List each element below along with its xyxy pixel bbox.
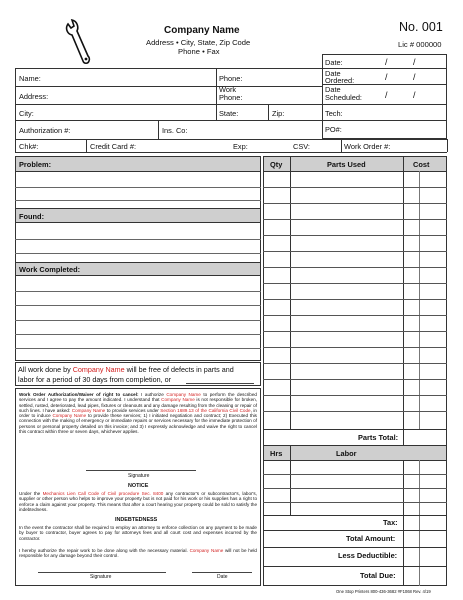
signature-line-1 — [86, 470, 196, 471]
authorization-label: Authorization #: — [19, 126, 71, 135]
name-label: Name: — [19, 74, 41, 83]
indebtedness-title: INDEBTEDNESS — [115, 517, 158, 523]
slash-2a: / — [385, 72, 388, 82]
printer-footer: One Stop Printers 800-436-3682 #F1068 Rev. 4/19 — [336, 589, 431, 594]
date-line — [192, 572, 252, 573]
signature-label-1: Signature — [128, 473, 150, 479]
city-label: City: — [19, 109, 34, 118]
final-auth-pre: I hereby authorize the repair work to be done along with the necessary material. — [19, 548, 190, 553]
date-label-bottom: Date — [217, 574, 228, 580]
problem-header — [16, 157, 260, 171]
authorization-title: Work Order Authorization/Waiver of right to cancel: — [19, 392, 139, 397]
work-phone-label: Work Phone: — [219, 85, 243, 102]
auth-company2: Company Name — [161, 397, 195, 403]
auth-company3: Company Name — [71, 407, 106, 413]
notice-text — [19, 491, 257, 512]
warranty-company: Company Name — [72, 365, 125, 374]
warranty-blank — [186, 383, 254, 384]
auth-code: Section 1689.13 of the California Civil Code — [160, 407, 251, 413]
tech-label: Tech: — [325, 109, 343, 118]
chk-label: Chk#: — [19, 142, 39, 151]
authorization-text — [19, 392, 257, 434]
qty-header: Qty — [270, 160, 283, 169]
slash-1a: / — [385, 57, 388, 67]
total-due-label: Total Due: — [360, 571, 396, 580]
signature-line-2 — [38, 572, 166, 573]
found-header — [16, 208, 260, 222]
total-amount-label: Total Amount: — [346, 534, 396, 543]
state-label: State: — [219, 109, 239, 118]
auth-p6: to provide these services; 1) I initiated negotiation and contract; 2) Executed this connection with the making of emergency or immediate repairs or services necessary for the immediate protection of persons or personal property detailed on this invoice; and 3) I expressly acknowledge and waive the right to cancel this contract within three or seven days, whichever applies. — [19, 413, 257, 435]
notice-title: NOTICE — [128, 483, 149, 489]
parts-total-label: Parts Total: — [358, 433, 399, 442]
final-auth-company: Company Name — [189, 548, 224, 553]
cost-header: Cost — [413, 160, 430, 169]
slash-2b: / — [413, 72, 416, 82]
po-label: PO#: — [325, 125, 342, 134]
auth-p1: I authorize — [138, 392, 167, 397]
license-number: Lic # 000000 — [398, 40, 442, 49]
indebtedness-text: In the event the contractor shall be required to employ an attorney to enforce collection on any payment to be made by buyer to contractor, buyer agrees to pay for attorneys fees and all court cost and expenses incurred by the contractor. — [19, 525, 257, 541]
tax-label: Tax: — [383, 518, 398, 527]
auth-p3: is not responsible for broken, settled, rusted, deteriorated, lead pipes, fixtures or cleanouts and any damage resulting from the cleaning or repair of such lines. I have asked: — [19, 397, 257, 413]
company-logo — [62, 18, 92, 68]
date-ordered-label: Date Ordered: — [325, 69, 355, 85]
address-label: Address: — [19, 92, 49, 101]
final-auth-post: will not be held responsible for any damage beyond their control. — [19, 548, 257, 559]
date-label: Date: — [325, 58, 343, 67]
problem-label: Problem: — [19, 160, 52, 169]
company-name: Company Name — [164, 25, 240, 36]
less-deductible-label: Less Deductible: — [338, 551, 398, 560]
auth-p4: to provide services under — [105, 407, 161, 413]
auth-company1: Company Name — [166, 392, 201, 397]
company-address: Address • City, State, Zip Code — [146, 38, 251, 47]
warranty-line2: labor for a period of 30 days from completion, or — [18, 375, 172, 384]
notice-law: Mechanics Lien Call Code of Civil procedure Sec. 8400 — [42, 491, 164, 496]
parts-used-header: Parts Used — [327, 160, 366, 169]
notice-pre: Under the — [19, 491, 43, 496]
final-authorization-text — [19, 548, 257, 559]
credit-card-label: Credit Card #: — [90, 142, 137, 151]
notice-body: any contractor's or subcontractor's, labor's, supplier or other person who helps to improve your property but is not paid for his work or his supplies has a right to enforce a claim against your property. This means that after a court hearing your property could be sold to satisfy the indebtedness. — [19, 491, 258, 512]
auth-p2: to perform the described services and I agree to pay the amount indicated. I understand that — [19, 392, 257, 403]
csv-label: CSV: — [293, 142, 310, 151]
ins-co-label: Ins. Co: — [162, 126, 188, 135]
slash-3a: / — [385, 90, 388, 100]
found-label: Found: — [19, 212, 45, 221]
slash-1b: / — [413, 57, 416, 67]
work-completed-label: Work Completed: — [19, 265, 81, 274]
work-order-label: Work Order #: — [344, 142, 391, 151]
warranty-post: will be free of defects in parts and — [124, 365, 234, 374]
warranty-line1 — [18, 366, 234, 373]
zip-label: Zip: — [272, 109, 285, 118]
warranty-pre: All work done by — [18, 365, 73, 374]
exp-label: Exp: — [233, 142, 248, 151]
form-number: No. 001 — [399, 20, 443, 34]
wrench-icon — [62, 18, 92, 68]
slash-3b: / — [413, 90, 416, 100]
signature-label-2: Signature — [90, 574, 112, 580]
date-scheduled-label: Date Scheduled: — [325, 85, 362, 102]
auth-p5: , in order to induce — [19, 407, 257, 419]
hrs-header: Hrs — [270, 449, 283, 458]
phone-label: Phone: — [219, 74, 243, 83]
auth-company4: Company Name — [52, 413, 87, 419]
company-contact: Phone • Fax — [178, 47, 220, 56]
labor-header-label: Labor — [336, 449, 357, 458]
